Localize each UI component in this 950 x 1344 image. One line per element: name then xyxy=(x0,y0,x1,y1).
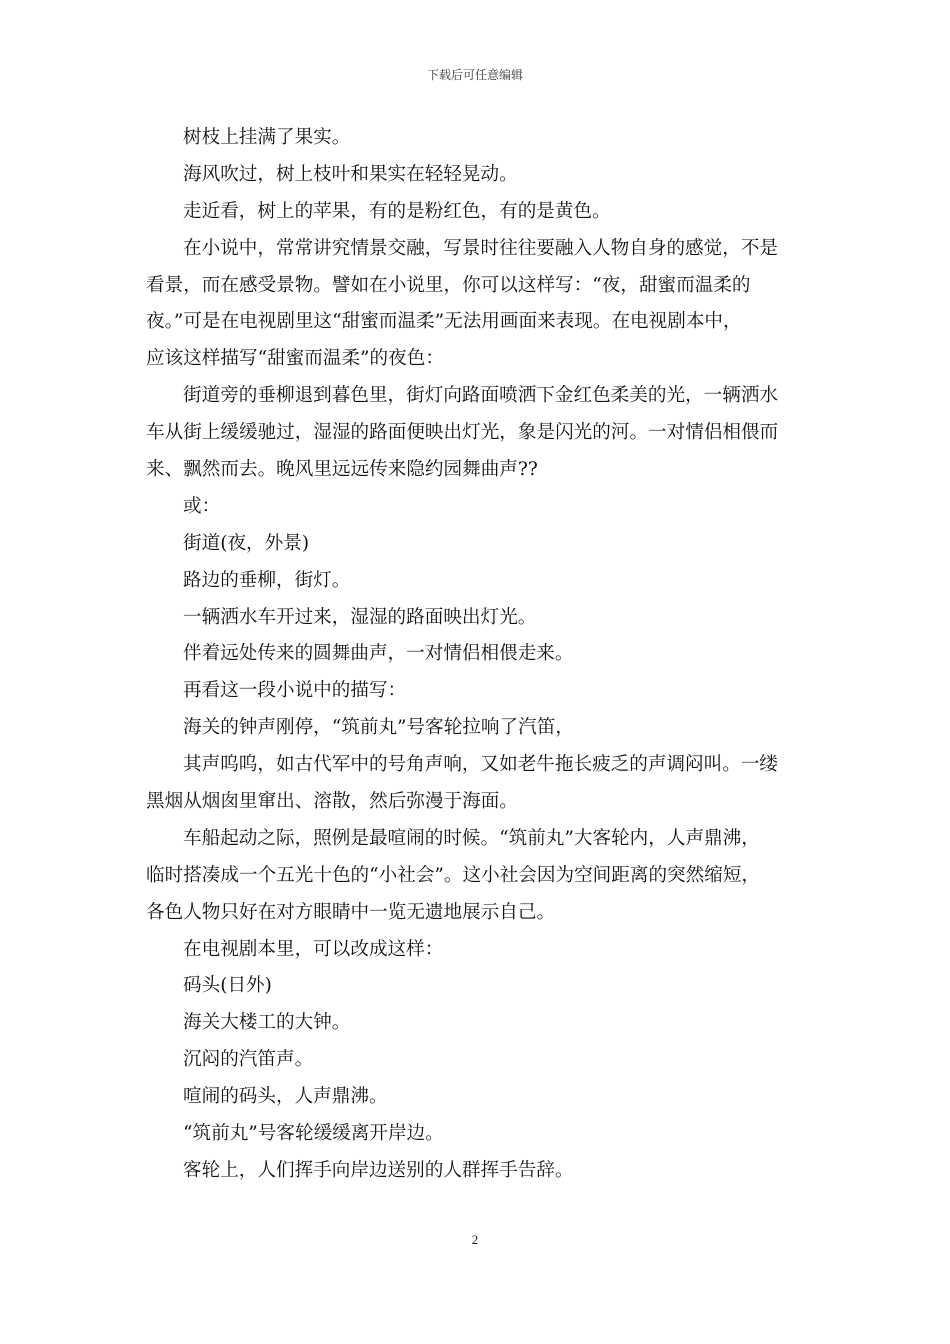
text-line: 在小说中，常常讲究情景交融，写景时往往要融入人物自身的感觉，不是 xyxy=(183,237,779,259)
text-line: 海风吹过，树上枝叶和果实在轻轻晃动。 xyxy=(183,163,518,185)
document-body xyxy=(146,120,808,1190)
text-line: “筑前丸”号客轮缓缓离开岸边。 xyxy=(183,1123,444,1145)
text-line: 再看这一段小说中的描写： xyxy=(183,680,407,702)
text-line: 应该这样描写“甜蜜而温柔”的夜色： xyxy=(146,348,444,370)
text-line: 树枝上挂满了果实。 xyxy=(183,127,351,148)
text-line: 在电视剧本里，可以改成这样： xyxy=(183,938,444,960)
text-line: 看景，而在感受景物。譬如在小说里，你可以这样写：“夜，甜蜜而温柔的 xyxy=(146,274,751,296)
page-header: 下载后可任意编辑 xyxy=(426,68,523,82)
text-line: 来、飘然而去。晚风里远远传来隐约园舞曲声?? xyxy=(146,459,538,481)
text-line: 客轮上，人们挥手向岸边送别的人群挥手告辞。 xyxy=(183,1159,574,1181)
text-line: 海关的钟声刚停，“筑前丸”号客轮拉响了汽笛， xyxy=(183,717,574,739)
text-line: 喧闹的码头，人声鼎沸。 xyxy=(183,1086,388,1108)
text-line: 或： xyxy=(183,495,221,517)
text-line: 临时搭凑成一个五光十色的“小社会”。这小社会因为空间距离的突然缩短， xyxy=(146,864,761,886)
text-line: 车从街上缓缓驰过，湿湿的路面便映出灯光，象是闪光的河。一对情侣相偎而 xyxy=(146,422,779,444)
text-line: 沉闷的汽笛声。 xyxy=(183,1049,314,1071)
text-line: 各色人物只好在对方眼睛中一览无遗地展示自己。 xyxy=(146,901,556,923)
text-line: 路边的垂柳，街灯。 xyxy=(183,569,351,591)
text-line: 车船起动之际，照例是最喧闹的时候。“筑前丸”大客轮内，人声鼎沸， xyxy=(183,827,760,849)
text-line: 一辆洒水车开过来，湿湿的路面映出灯光。 xyxy=(183,606,537,628)
text-line: 伴着远处传来的圆舞曲声，一对情侣相偎走来。 xyxy=(183,643,574,665)
text-line: 其声呜呜，如古代军中的号角声响，又如老牛拖长疲乏的声调闷叫。一缕 xyxy=(183,754,779,776)
text-line: 夜。”可是在电视剧里这“甜蜜而温柔”无法用画面来表现。在电视剧本中， xyxy=(146,311,742,333)
page-number: 2 xyxy=(471,1232,479,1247)
text-line: 走近看，树上的苹果，有的是粉红色，有的是黄色。 xyxy=(183,200,611,222)
text-line: 黑烟从烟囱里窜出、溶散，然后弥漫于海面。 xyxy=(146,791,518,813)
text-line: 街道旁的垂柳退到暮色里，街灯向路面喷洒下金红色柔美的光，一辆洒水 xyxy=(183,385,779,407)
text-line: 海关大楼工的大钟。 xyxy=(183,1012,351,1034)
text-line: 码头(日外) xyxy=(183,975,272,997)
text-line: 街道(夜，外景) xyxy=(183,532,310,554)
